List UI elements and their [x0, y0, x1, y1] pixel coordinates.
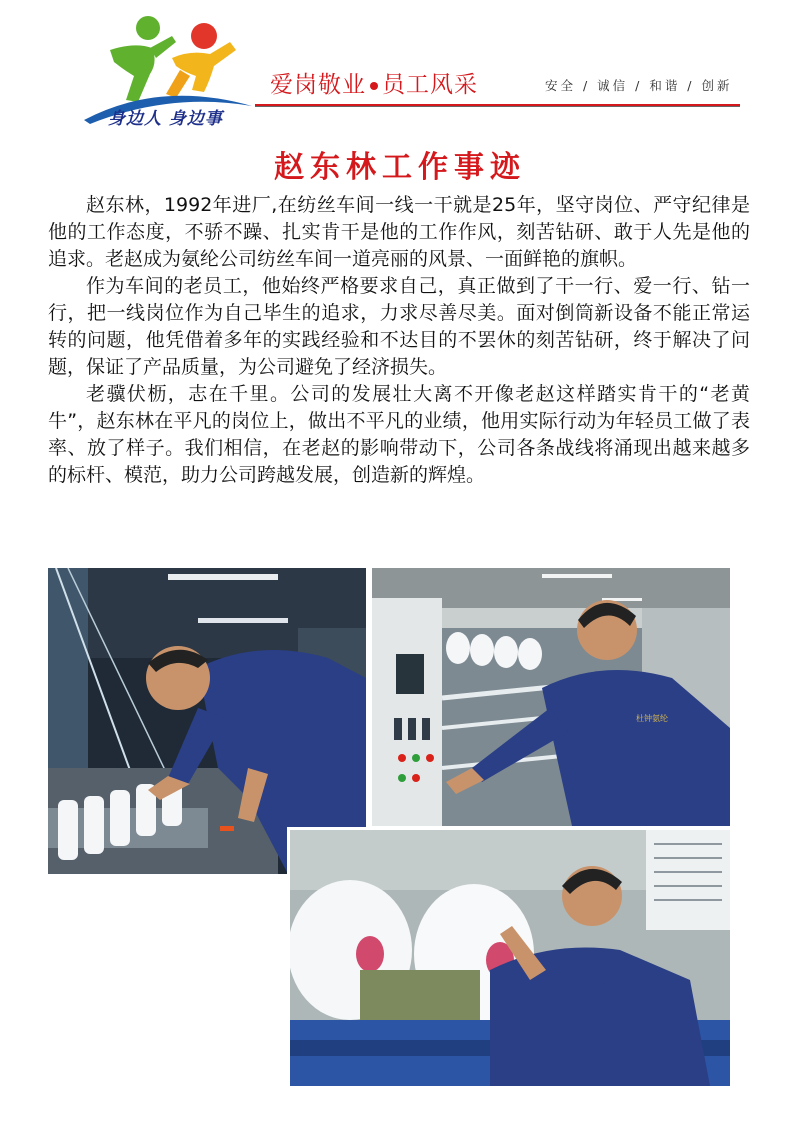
article-title: 赵东林工作事迹 [274, 150, 526, 185]
photo-worker-holding-spools [287, 827, 733, 1089]
article-body [48, 192, 750, 489]
header-title-part2: 员工风采 [382, 72, 478, 98]
logo-caption: 身边人 身边事 [108, 109, 223, 129]
paragraph: 老骥伏枥，志在千里。公司的发展壮大离不开像老赵这样踏实肯干的“老黄牛”，赵东林在平凡的岗位上，做出不平凡的业绩，他用实际行动为年轻员工做了表率、放了样子。我们相信，在老赵的影响带动下，公司各条战线将涌现出越来越多的标杆、模范，助力公司跨越发展，创造新的辉煌。 [48, 383, 750, 486]
paragraph: 作为车间的老员工，他始终严格要求自己，真正做到了干一行、爱一行、钻一行，把一线岗位作为自己毕生的追求，力求尽善尽美。面对倒筒新设备不能正常运转的问题，他凭借着多年的实践经验和不达目的不罢休的刻苦钻研，终于解决了问题，保证了产品质量，为公司避免了经济损失。 [48, 275, 750, 378]
header-divider-shadow [255, 106, 740, 107]
header-title [270, 66, 478, 99]
header-title-part1: 爱岗敬业 [270, 72, 366, 98]
uniform-badge: 杜钟氨纶 [636, 714, 668, 723]
paragraph: 赵东林，1992年进厂,在纺丝车间一线一干就是25年，坚守岗位、严守纪律是他的工作态度，不骄不躁、扎实肯干是他的工作作风，刻苦钻研、敢于人先是他的追求。老赵成为氨纶公司纺丝车间一道亮丽的风景、一面鲜艳的旗帜。 [48, 194, 750, 270]
header-slogan: 安全 / 诚信 / 和谐 / 创新 [545, 78, 733, 93]
photo-worker-control-panel [372, 568, 730, 826]
bullet-dot-icon [370, 82, 378, 90]
